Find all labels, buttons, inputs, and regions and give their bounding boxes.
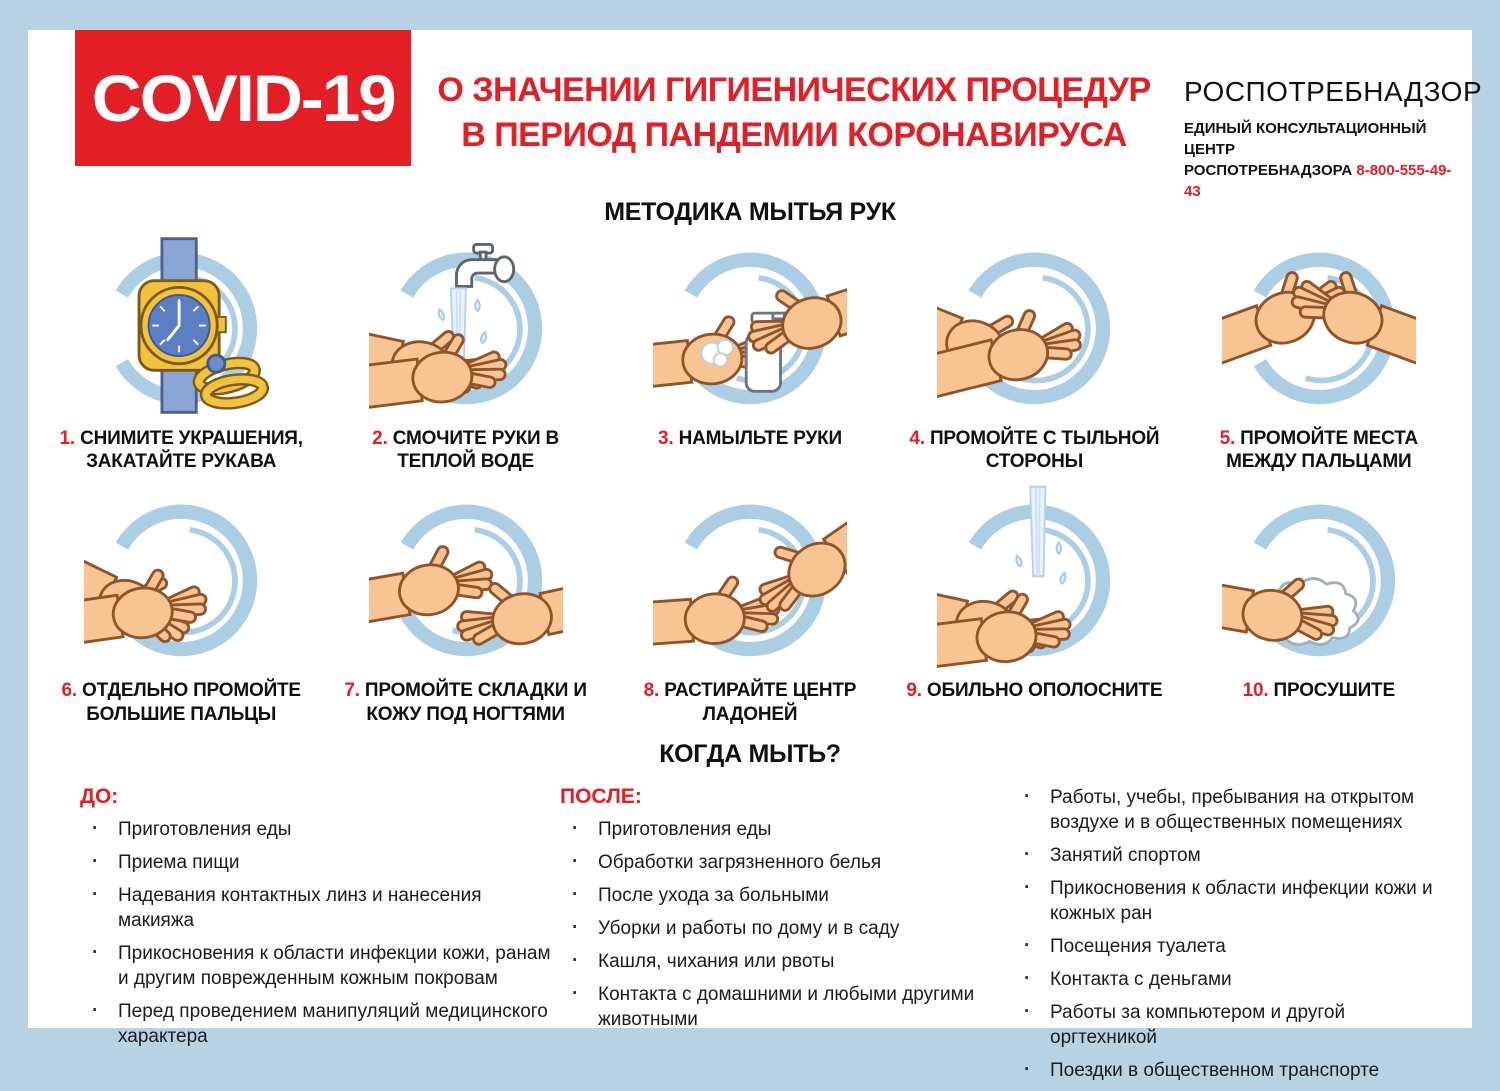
- step-text-3: НАМЫЛЬТЕ РУКИ: [678, 428, 842, 449]
- step-item-4: [895, 233, 1173, 473]
- step-item-10: [1180, 485, 1458, 725]
- step-text-5: ПРОМОЙТЕ МЕСТА МЕЖДУ ПАЛЬЦАМИ: [1226, 428, 1418, 473]
- list-item: · Контакта с домашними и любыми другими животными: [560, 982, 1012, 1032]
- rub-back-of-hand-icon: [937, 233, 1131, 419]
- step-text-9: ОБИЛЬНО ОПОЛОСНИТЕ: [926, 680, 1163, 702]
- step-text-1: СНИМИТЕ УКРАШЕНИЯ, ЗАКАТАЙТЕ РУКАВА: [80, 428, 303, 473]
- step-number-6: 6.: [61, 680, 77, 702]
- list-item: · Посещения туалета: [1012, 934, 1446, 959]
- covid-19-badge-label: COVID-19: [91, 61, 395, 135]
- step-item-3: [611, 233, 889, 473]
- org-center-line1: ЕДИНЫЙ КОНСУЛЬТАЦИОННЫЙ ЦЕНТР: [1184, 120, 1427, 158]
- watch-and-rings-icon: [84, 233, 278, 419]
- list-item: · Перед проведением манипуляций медицинского характера: [80, 999, 560, 1049]
- list-item: · Поездки в общественном транспорте: [1012, 1058, 1446, 1083]
- step-label-10: [1243, 679, 1395, 702]
- step-item-2: [326, 233, 604, 473]
- dry-with-towel-icon: [1222, 485, 1416, 671]
- step-item-9: [895, 485, 1173, 725]
- step-label-3: [658, 427, 842, 450]
- list-item: · Прикосновения к области инфекции кожи, ранам и другим поврежденным кожным покровам: [80, 941, 560, 991]
- interlaced-fingers-icon: [1222, 233, 1416, 419]
- before-list: [80, 817, 560, 1050]
- step-item-5: [1180, 233, 1458, 473]
- list-item: · Прикосновения к области инфекции кожи и кожных ран: [1012, 876, 1446, 926]
- list-item: · Надевания контактных линз и нанесения макияжа: [80, 883, 560, 933]
- poster: [28, 30, 1483, 1082]
- poster-title-line1: О ЗНАЧЕНИИ ГИГИЕНИЧЕСКИХ ПРОЦЕДУР: [437, 71, 1151, 109]
- list-item: · Приготовления еды: [80, 817, 560, 842]
- poster-title-line2: В ПЕРИОД ПАНДЕМИИ КОРОНАВИРУСА: [461, 115, 1127, 154]
- org-phone: 8-800-555-49-43: [1184, 162, 1452, 200]
- list-item: · Работы за компьютером и другой оргтехникой: [1012, 1000, 1446, 1050]
- step-number-4: 4.: [909, 428, 925, 449]
- method-section-title: МЕТОДИКА МЫТЬЯ РУК: [604, 198, 896, 226]
- step-text-8: РАСТИРАЙТЕ ЦЕНТР ЛАДОНЕЙ: [664, 680, 857, 725]
- after-header: ПОСЛЕ:: [560, 784, 642, 808]
- step-label-5: [1190, 427, 1448, 473]
- step-number-8: 8.: [643, 680, 660, 702]
- step-label-1: [52, 427, 310, 473]
- list-item: · Кашля, чихания или рвоты: [560, 949, 1012, 974]
- after-continued-list: [1012, 785, 1446, 1084]
- list-item: · Работы, учебы, пребывания на открытом воздухе и в общественных помещениях: [1012, 785, 1446, 835]
- list-item: · Приема пищи: [80, 850, 560, 875]
- list-item: · Занятий спортом: [1012, 843, 1446, 868]
- step-number-9: 9.: [906, 680, 922, 702]
- step-label-6: [52, 679, 310, 725]
- step-text-4: ПРОМОЙТЕ С ТЫЛЬНОЙ СТОРОНЫ: [929, 428, 1160, 473]
- before-header: ДО:: [80, 784, 119, 808]
- step-label-9: [906, 679, 1162, 702]
- list-item: · Контакта с деньгами: [1012, 967, 1446, 992]
- when-columns: [28, 769, 1472, 1091]
- when-column-before: [80, 785, 560, 1091]
- step-number-5: 5.: [1219, 428, 1236, 449]
- step-number-1: 1.: [59, 428, 75, 449]
- when-section-title: КОГДА МЫТЬ?: [659, 739, 841, 768]
- list-item: · После ухода за больными: [560, 883, 1012, 908]
- step-item-7: [326, 485, 604, 725]
- after-list: [560, 817, 1012, 1033]
- step-number-2: 2.: [372, 428, 388, 449]
- hands-under-faucet-icon: [369, 233, 563, 419]
- poster-header: [28, 30, 1483, 200]
- step-number-3: 3.: [658, 428, 674, 449]
- step-item-8: [611, 485, 889, 725]
- list-item: · Приготовления еды: [560, 817, 1012, 842]
- org-name: РОСПОТРЕБНАДЗОР: [1184, 76, 1483, 107]
- poster-title: [426, 68, 1162, 158]
- step-number-7: 7.: [344, 680, 360, 702]
- org-center-line2: РОСПОТРЕБНАДЗОРА: [1184, 162, 1353, 179]
- list-item: · Уборки и работы по дому и в саду: [560, 916, 1012, 941]
- step-item-6: [42, 485, 320, 725]
- rub-palm-center-icon: [653, 485, 847, 671]
- when-column-after: [560, 785, 1012, 1091]
- wash-thumbs-icon: [84, 485, 278, 671]
- handwashing-steps-grid: [28, 227, 1472, 726]
- step-label-8: [621, 679, 879, 725]
- soap-dispenser-on-palm-icon: [653, 233, 847, 419]
- rinse-hands-icon: [937, 485, 1131, 671]
- step-number-10: 10.: [1242, 680, 1269, 702]
- step-label-4: [905, 427, 1163, 473]
- step-text-10: ПРОСУШИТЕ: [1273, 680, 1395, 702]
- when-column-after-continued: [1012, 785, 1446, 1091]
- list-item: · Обработки загрязненного белья: [560, 850, 1012, 875]
- step-label-7: [337, 679, 595, 725]
- step-item-1: [42, 233, 320, 473]
- step-text-6: ОТДЕЛЬНО ПРОМОЙТЕ БОЛЬШИЕ ПАЛЬЦЫ: [82, 680, 301, 725]
- step-text-7: ПРОМОЙТЕ СКЛАДКИ И КОЖУ ПОД НОГТЯМИ: [364, 680, 587, 725]
- org-subtitle: [1184, 118, 1462, 202]
- org-block: [1184, 76, 1483, 202]
- scrub-nails-icon: [369, 485, 563, 671]
- step-label-2: [337, 427, 595, 473]
- step-text-2: СМОЧИТЕ РУКИ В ТЕПЛОЙ ВОДЕ: [392, 428, 560, 473]
- covid-19-badge: [75, 30, 411, 166]
